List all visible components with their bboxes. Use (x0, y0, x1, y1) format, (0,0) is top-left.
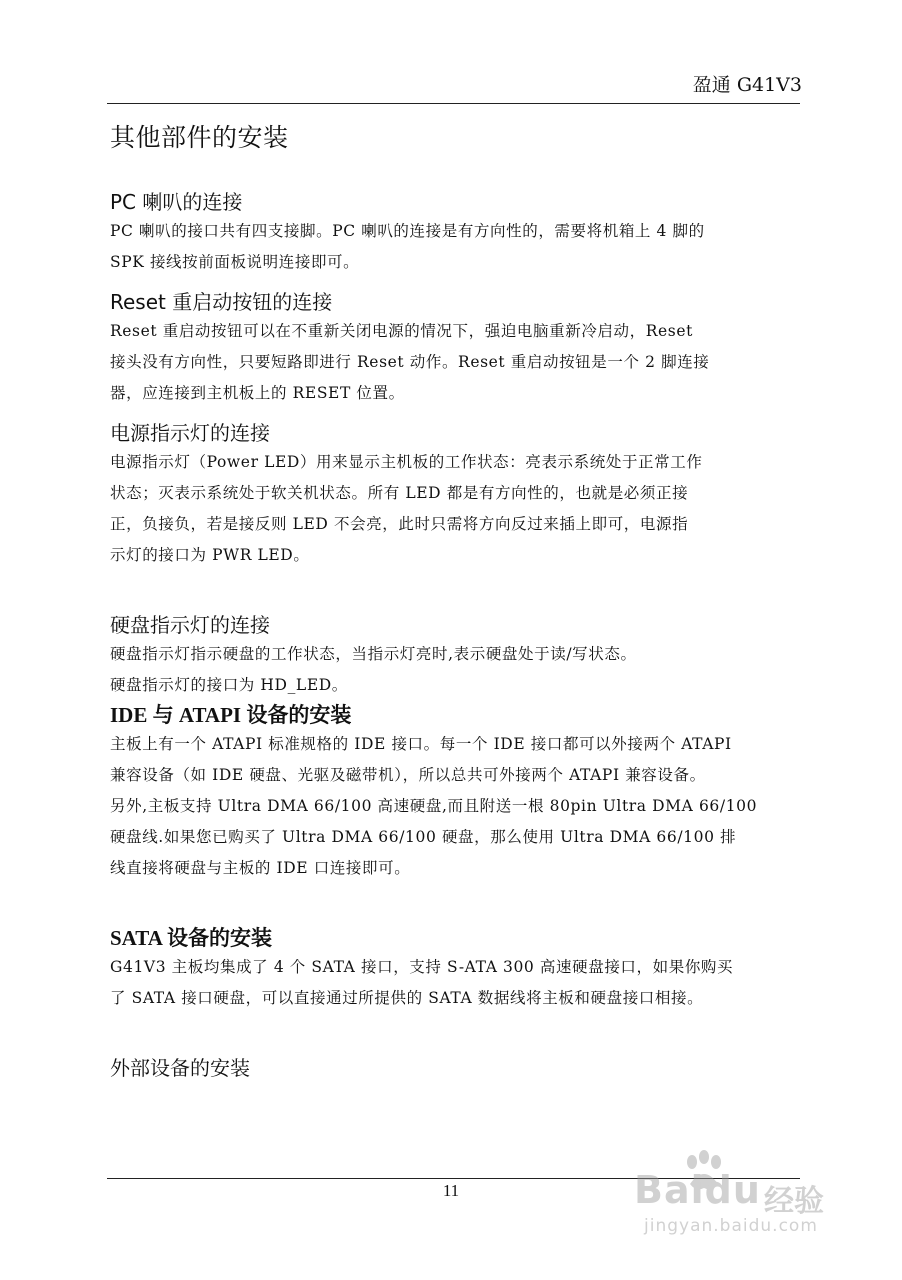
paragraph-line: PC 喇叭的接口共有四支接脚。PC 喇叭的连接是有方向性的，需要将机箱上 4 脚的 (110, 222, 705, 240)
watermark-jingyan: 经验 (764, 1184, 824, 1219)
section-heading-pc-speaker: PC 喇叭的连接 (110, 190, 243, 214)
paragraph-line: 器，应连接到主机板上的 RESET 位置。 (110, 384, 405, 402)
paragraph-line: 电源指示灯（Power LED）用来显示主机板的工作状态：亮表示系统处于正常工作 (110, 453, 703, 471)
section-heading-external-devices: 外部设备的安装 (110, 1056, 250, 1080)
watermark-brand: Baidu (634, 1168, 761, 1212)
paragraph-line: 示灯的接口为 PWR LED。 (110, 546, 310, 564)
section-heading-sata: SATA 设备的安装 (110, 926, 272, 950)
section-heading-ide-atapi: IDE 与 ATAPI 设备的安装 (110, 703, 352, 727)
section-heading-power-led: 电源指示灯的连接 (110, 421, 270, 445)
baidu-jingyan-watermark (634, 1150, 844, 1250)
paragraph-line: 状态；灭表示系统处于软关机状态。所有 LED 都是有方向性的，也就是必须正接 (110, 484, 689, 502)
paragraph-line: SPK 接线按前面板说明连接即可。 (110, 253, 360, 271)
paragraph-line: 硬盘线.如果您已购买了 Ultra DMA 66/100 硬盘，那么使用 Ultra DMA 66/100 排 (110, 828, 737, 846)
paragraph-line: 另外,主板支持 Ultra DMA 66/100 高速硬盘,而且附送一根 80pin Ultra DMA 66/100 (110, 797, 758, 815)
paragraph-line: 主板上有一个 ATAPI 标准规格的 IDE 接口。每一个 IDE 接口都可以外接两个 ATAPI (110, 735, 732, 753)
paragraph-line: G41V3 主板均集成了 4 个 SATA 接口，支持 S-ATA 300 高速硬盘接口，如果你购买 (110, 958, 734, 976)
page-title: 其他部件的安装 (110, 123, 289, 152)
page-number: 11 (442, 1181, 460, 1200)
paragraph-line: 硬盘指示灯指示硬盘的工作状态，当指示灯亮时,表示硬盘处于读/写状态。 (110, 645, 637, 663)
paragraph-line: 正，负接负，若是接反则 LED 不会亮，此时只需将方向反过来插上即可，电源指 (110, 515, 689, 533)
paragraph-line: 硬盘指示灯的接口为 HD_LED。 (110, 676, 348, 694)
paragraph-line: 兼容设备（如 IDE 硬盘、光驱及磁带机），所以总共可外接两个 ATAPI 兼容设备。 (110, 766, 706, 784)
paragraph-line: 接头没有方向性，只要短路即进行 Reset 动作。Reset 重启动按钮是一个 2 脚连接 (110, 353, 710, 371)
watermark-url: jingyan.baidu.com (644, 1216, 818, 1236)
document-body (110, 118, 800, 1082)
header-divider (107, 103, 800, 104)
header-title: 盈通 G41V3 (692, 74, 802, 96)
paragraph-line: 线直接将硬盘与主板的 IDE 口连接即可。 (110, 859, 411, 877)
section-heading-reset: Reset 重启动按钮的连接 (110, 290, 333, 314)
section-heading-hdd-led: 硬盘指示灯的连接 (110, 613, 270, 637)
paragraph-line: 了 SATA 接口硬盘，可以直接通过所提供的 SATA 数据线将主板和硬盘接口相接。 (110, 989, 704, 1007)
paragraph-line: Reset 重启动按钮可以在不重新关闭电源的情况下，强迫电脑重新冷启动，Reset (110, 322, 693, 340)
